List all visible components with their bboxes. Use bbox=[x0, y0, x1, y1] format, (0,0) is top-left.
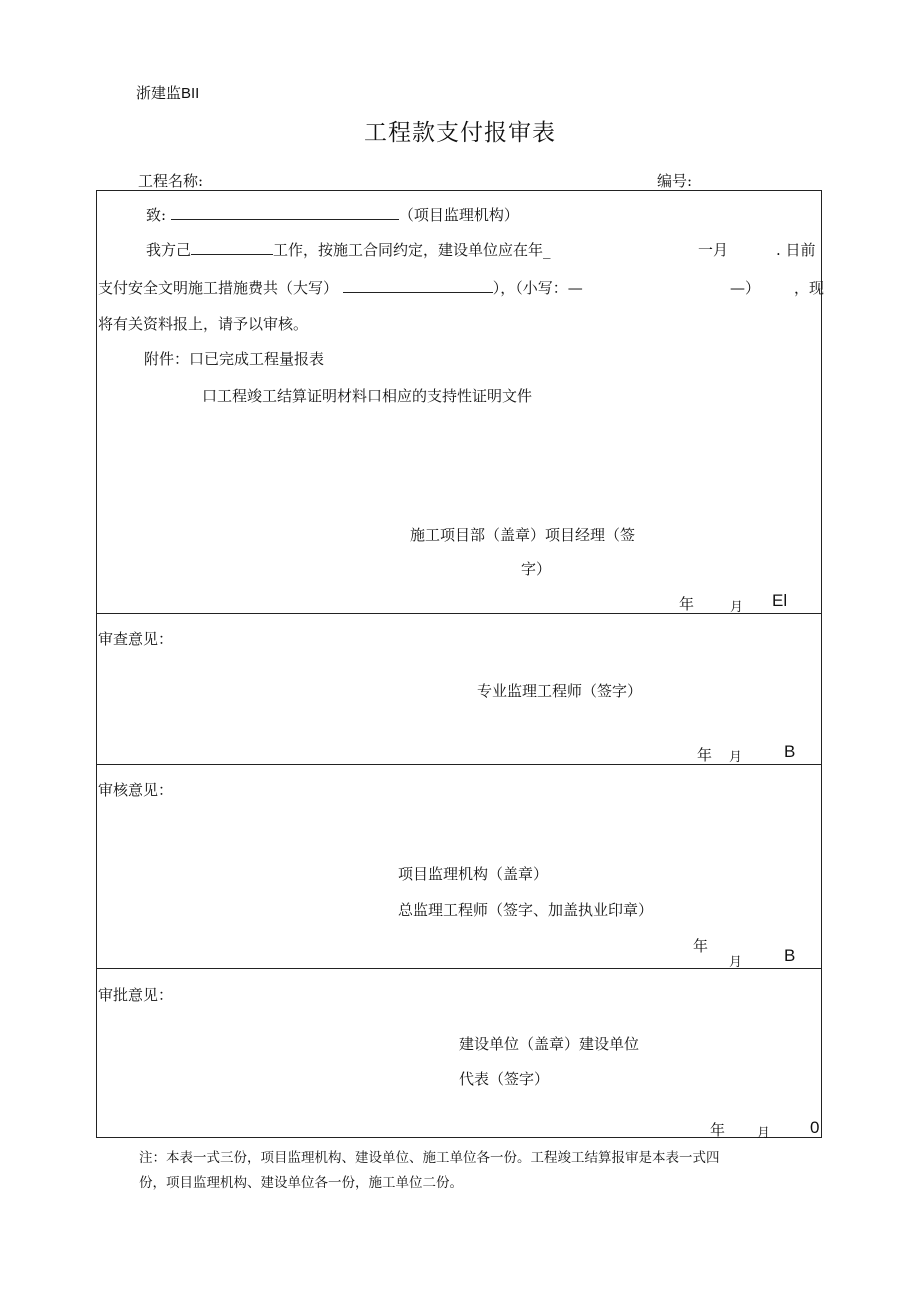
date-year: 年 bbox=[693, 937, 709, 955]
date-month: 月 bbox=[730, 600, 744, 615]
addressee-prefix: 致: bbox=[146, 206, 167, 224]
form-title: 工程款支付报审表 bbox=[364, 120, 556, 146]
work-statement-start: 我方己 bbox=[146, 241, 192, 259]
row-divider bbox=[96, 968, 822, 969]
review-signer: 专业监理工程师（签字） bbox=[477, 682, 643, 700]
payment-day: . 日前 bbox=[776, 241, 816, 259]
form-code: 浙建监BII bbox=[136, 85, 200, 102]
payment-month: 一月 bbox=[698, 241, 729, 259]
serial-number-label: 编号: bbox=[657, 172, 693, 190]
addressee-blank[interactable] bbox=[171, 205, 399, 220]
addressee-line bbox=[146, 204, 519, 225]
date-month: 月 bbox=[729, 750, 743, 765]
contractor-signer-line1: 施工项目部（盖章）项目经理（签 bbox=[410, 526, 636, 544]
attachment-item: 口工程竣工结算证明材料口相应的支持性证明文件 bbox=[202, 387, 533, 405]
approval-signer-line1: 建设单位（盖章）建设单位 bbox=[459, 1035, 640, 1053]
audit-opinion-label: 审核意见： bbox=[98, 781, 174, 799]
amount-figures-label: ），（小写：— bbox=[492, 279, 583, 297]
approval-signer-line2: 代表（签字） bbox=[459, 1070, 550, 1088]
work-statement-mid: 工作，按施工合同约定，建设单位应在年_ bbox=[273, 241, 551, 259]
amount-words-blank[interactable] bbox=[343, 278, 493, 293]
amount-figures-close: —） bbox=[730, 279, 761, 297]
date-day: 0 bbox=[810, 1118, 820, 1137]
audit-signer-line2: 总监理工程师（签字、加盖执业印章） bbox=[398, 901, 654, 919]
review-opinion-label: 审查意见： bbox=[98, 630, 174, 648]
amount-words-label: 支付安全文明施工措施费共（大写） bbox=[98, 279, 339, 297]
date-day: B bbox=[784, 946, 796, 965]
amount-line bbox=[98, 277, 583, 298]
date-year: 年 bbox=[697, 746, 713, 764]
submit-statement: 将有关资料报上，请予以审核。 bbox=[98, 315, 309, 333]
work-statement-line bbox=[146, 239, 551, 260]
row-divider bbox=[96, 613, 822, 614]
contractor-signer-line2: 字） bbox=[521, 560, 552, 578]
date-year: 年 bbox=[679, 595, 695, 613]
attachments-label: 附件：口已完成工程量报表 bbox=[144, 350, 325, 368]
date-day: El bbox=[772, 591, 788, 610]
work-completed-blank[interactable] bbox=[191, 240, 273, 255]
footnote-line2: 份，项目监理机构、建设单位各一份，施工单位二份。 bbox=[139, 1175, 463, 1191]
date-day: B bbox=[784, 742, 796, 761]
approval-opinion-label: 审批意见： bbox=[98, 986, 174, 1004]
date-month: 月 bbox=[757, 1126, 771, 1141]
amount-line-end: ，现 bbox=[794, 279, 825, 297]
footnote-line1: 注：本表一式三份，项目监理机构、建设单位、施工单位各一份。工程竣工结算报审是本表一式四 bbox=[139, 1150, 720, 1166]
project-name-label: 工程名称: bbox=[138, 172, 204, 190]
row-divider bbox=[96, 764, 822, 765]
date-year: 年 bbox=[710, 1121, 726, 1139]
date-month: 月 bbox=[729, 955, 743, 970]
addressee-suffix: （项目监理机构） bbox=[398, 206, 519, 224]
audit-signer-line1: 项目监理机构（盖章） bbox=[398, 865, 549, 883]
